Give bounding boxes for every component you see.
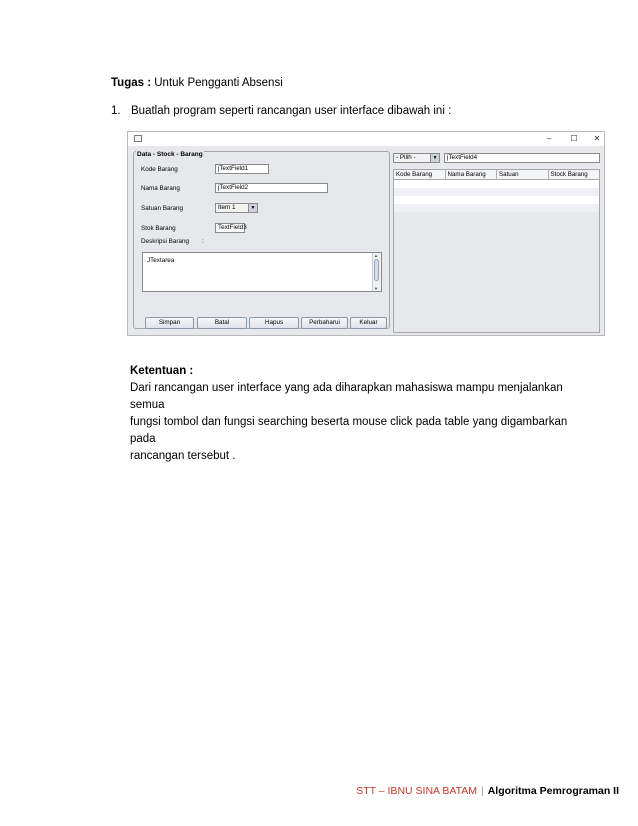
app-window-screenshot [127,131,605,336]
table-row[interactable] [394,204,599,212]
table-header [394,170,599,180]
chevron-down-icon[interactable]: ▼ [430,154,439,162]
search-table-panel [393,150,601,333]
search-input[interactable]: jTextField4 [444,153,600,163]
minimize-icon[interactable]: – [546,134,552,143]
batal-button[interactable]: Batal [197,317,247,329]
close-icon[interactable]: ✕ [593,134,601,143]
footer-institution: STT – IBNU SINA BATAM [356,785,477,797]
scroll-up-icon[interactable]: ▲ [374,253,378,258]
search-filter-combo[interactable] [393,153,440,163]
chevron-down-icon[interactable]: ▼ [248,204,257,212]
nama-barang-label: Nama Barang [141,185,180,192]
column-nama-barang[interactable]: Nama Barang [446,170,498,179]
table-row[interactable] [394,180,599,188]
item-text: Buatlah program seperti rancangan user interface dibawah ini : [131,105,452,117]
textarea-text: JTextarea [147,257,175,264]
scroll-down-icon[interactable]: ▼ [374,286,378,291]
column-stock-barang[interactable]: Stock Barang [550,171,588,178]
title-text: Untuk Pengganti Absensi [151,77,283,89]
ketentuan-line: Dari rancangan user interface yang ada diharapkan mahasiswa mampu menjalankan semua [130,382,563,411]
simpan-button[interactable]: Simpan [145,317,194,329]
stok-barang-label: Stok Barang [141,225,176,232]
ketentuan-heading: Ketentuan : [130,365,194,377]
kode-barang-field[interactable]: jTextField1 [215,164,269,174]
window-titlebar [128,132,604,146]
textarea-scrollbar[interactable] [372,253,381,291]
perbaharui-button[interactable]: Perbaharui [301,317,348,329]
ketentuan-line: rancangan tersebut . [130,450,236,462]
java-app-icon [134,135,142,142]
deskripsi-textarea[interactable] [142,252,382,292]
numbered-item [111,104,451,119]
item-number: 1. [111,105,121,117]
footer-separator: | [480,785,484,797]
nama-barang-field[interactable]: jTextField2 [215,183,328,193]
deskripsi-barang-label: Deskripsi Barang [141,238,189,245]
stok-barang-field[interactable]: TextField3 [215,223,245,233]
data-stock-panel [133,151,390,329]
keluar-button[interactable]: Keluar [350,317,387,329]
table-row[interactable] [394,188,599,196]
scroll-thumb[interactable] [374,259,379,281]
column-satuan[interactable]: Satuan [497,170,549,179]
ketentuan-line: fungsi tombol dan fungsi searching beserta mouse click pada table yang digambarkan pada [130,416,568,445]
ketentuan-section [130,363,570,465]
page-footer [356,785,619,797]
title-label: Tugas : [111,77,152,89]
search-filter-selected: - Pilih - [396,154,416,161]
footer-course: Algoritma Pemrograman II [487,785,619,797]
satuan-barang-combo[interactable] [215,203,258,213]
kode-barang-label: Kode Barang [141,166,178,173]
deskripsi-colon: : [202,238,204,245]
hapus-button[interactable]: Hapus [249,317,299,329]
satuan-barang-label: Satuan Barang [141,205,184,212]
table-row[interactable] [394,196,599,204]
panel-title: Data - Stock - Barang [137,151,203,158]
maximize-icon[interactable]: ☐ [570,134,578,143]
document-title [111,76,283,91]
stock-table[interactable] [393,169,600,333]
satuan-selected: Item 1 [218,204,236,211]
column-kode-barang[interactable]: Kode Barang [394,170,446,179]
